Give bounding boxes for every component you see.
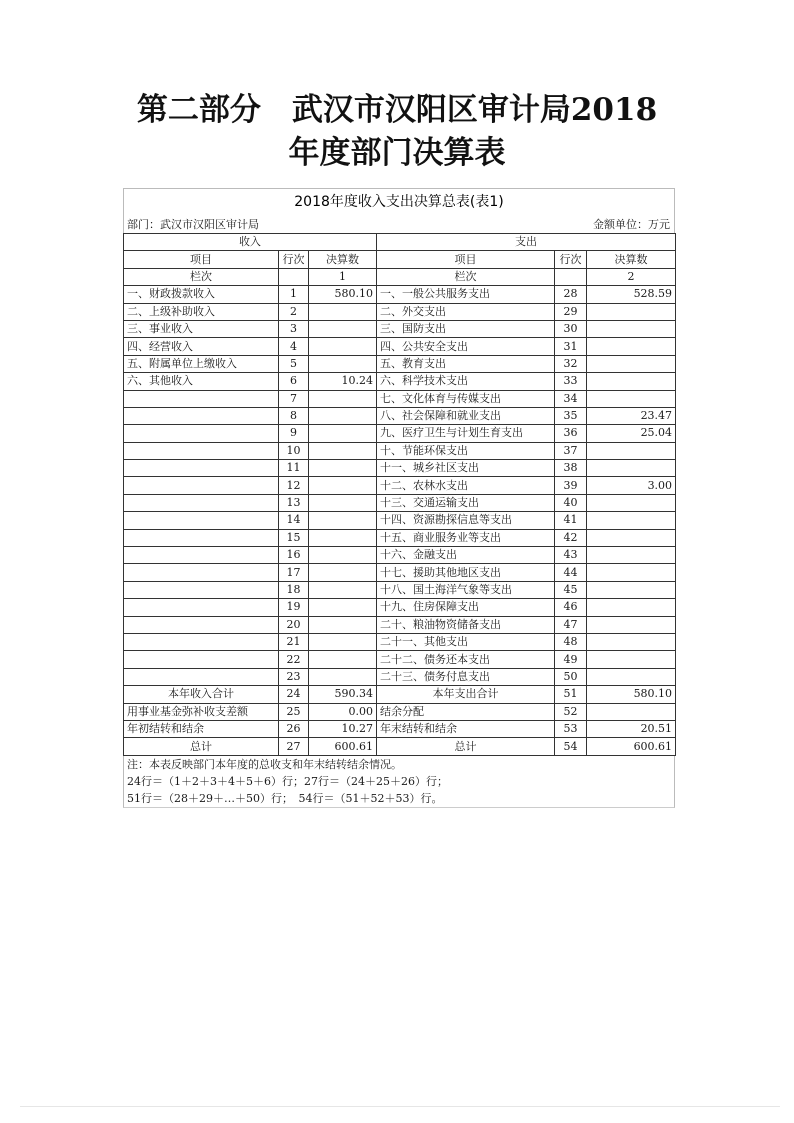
expense-amount-cell (587, 616, 676, 633)
department-label: 部门：武汉市汉阳区审计局 (127, 218, 259, 231)
expense-amount-header: 决算数 (587, 251, 676, 268)
expense-item-cell: 二、外交支出 (377, 303, 555, 320)
section-header-row (124, 234, 676, 251)
income-index-label: 栏次 (124, 268, 279, 285)
expense-line-cell: 51 (555, 686, 587, 703)
expense-line-cell: 49 (555, 651, 587, 668)
income-amount-cell (309, 320, 377, 337)
income-amount-cell (309, 390, 377, 407)
income-amount-cell: 590.34 (309, 686, 377, 703)
expense-line-cell: 30 (555, 320, 587, 337)
income-line-cell: 15 (279, 529, 309, 546)
income-line-cell: 5 (279, 355, 309, 372)
expense-item-cell: 本年支出合计 (377, 686, 555, 703)
table-row (124, 599, 676, 616)
expense-line-cell: 39 (555, 477, 587, 494)
column-index-row (124, 268, 676, 285)
income-item-cell: 用事业基金弥补收支差额 (124, 703, 279, 720)
income-amount-cell (309, 425, 377, 442)
income-line-cell: 11 (279, 460, 309, 477)
income-item-cell (124, 651, 279, 668)
expense-amount-cell (587, 703, 676, 720)
income-amount-cell (309, 581, 377, 598)
income-item-cell (124, 425, 279, 442)
expense-item-cell: 结余分配 (377, 703, 555, 720)
expense-line-cell: 50 (555, 668, 587, 685)
expense-index-value: 2 (587, 268, 676, 285)
income-item-cell (124, 581, 279, 598)
notes-block (123, 756, 675, 808)
table-row (124, 390, 676, 407)
income-line-cell: 21 (279, 633, 309, 650)
income-amount-cell (309, 668, 377, 685)
income-line-cell: 23 (279, 668, 309, 685)
table-row (124, 355, 676, 372)
table-row (124, 651, 676, 668)
table-row (124, 303, 676, 320)
income-line-cell: 1 (279, 286, 309, 303)
income-amount-cell (309, 477, 377, 494)
expense-amount-cell (587, 633, 676, 650)
income-line-cell: 6 (279, 373, 309, 390)
income-line-cell: 8 (279, 407, 309, 424)
table-row (124, 425, 676, 442)
income-amount-cell (309, 303, 377, 320)
income-item-cell (124, 633, 279, 650)
table-row (124, 633, 676, 650)
expense-line-cell: 28 (555, 286, 587, 303)
income-item-cell (124, 529, 279, 546)
table-row (124, 407, 676, 424)
expense-line-cell: 41 (555, 512, 587, 529)
income-amount-cell (309, 651, 377, 668)
expense-line-cell: 48 (555, 633, 587, 650)
expense-item-cell: 十六、金融支出 (377, 547, 555, 564)
expense-amount-cell: 25.04 (587, 425, 676, 442)
income-line-cell: 3 (279, 320, 309, 337)
expense-amount-cell (587, 668, 676, 685)
expense-line-cell: 40 (555, 494, 587, 511)
income-item-cell (124, 407, 279, 424)
expense-line-cell: 37 (555, 442, 587, 459)
income-item-cell (124, 564, 279, 581)
expense-line-cell: 53 (555, 720, 587, 737)
income-item-cell (124, 547, 279, 564)
income-item-cell: 六、其他收入 (124, 373, 279, 390)
expense-item-header: 项目 (377, 251, 555, 268)
income-amount-cell (309, 512, 377, 529)
expense-item-cell: 三、国防支出 (377, 320, 555, 337)
expense-item-cell: 九、医疗卫生与计划生育支出 (377, 425, 555, 442)
income-line-cell: 27 (279, 738, 309, 755)
income-amount-cell (309, 442, 377, 459)
income-amount-cell: 0.00 (309, 703, 377, 720)
expense-amount-cell (587, 355, 676, 372)
expense-index-blank (555, 268, 587, 285)
income-line-header: 行次 (279, 251, 309, 268)
income-line-cell: 13 (279, 494, 309, 511)
income-line-cell: 10 (279, 442, 309, 459)
expense-amount-cell: 528.59 (587, 286, 676, 303)
expense-line-cell: 47 (555, 616, 587, 633)
expense-item-cell: 十三、交通运输支出 (377, 494, 555, 511)
expense-line-cell: 43 (555, 547, 587, 564)
income-item-cell (124, 616, 279, 633)
table-row (124, 616, 676, 633)
income-line-cell: 9 (279, 425, 309, 442)
income-line-cell: 16 (279, 547, 309, 564)
expense-amount-cell (587, 373, 676, 390)
table-row (124, 720, 676, 737)
column-header-row (124, 251, 676, 268)
expense-index-label: 栏次 (377, 268, 555, 285)
note-line: 注：本表反映部门本年度的总收支和年末结转结余情况。 (127, 757, 402, 771)
income-item-cell: 二、上级补助收入 (124, 303, 279, 320)
income-item-cell: 本年收入合计 (124, 686, 279, 703)
income-item-cell (124, 442, 279, 459)
income-line-cell: 25 (279, 703, 309, 720)
expense-amount-cell (587, 303, 676, 320)
income-index-value: 1 (309, 268, 377, 285)
expense-line-cell: 46 (555, 599, 587, 616)
income-amount-cell: 580.10 (309, 286, 377, 303)
expense-amount-cell: 600.61 (587, 738, 676, 755)
table-row (124, 494, 676, 511)
budget-sheet (123, 188, 675, 808)
income-item-cell (124, 477, 279, 494)
income-amount-cell (309, 355, 377, 372)
table-row (124, 442, 676, 459)
expense-amount-cell (587, 512, 676, 529)
expense-item-cell: 一、一般公共服务支出 (377, 286, 555, 303)
table-row (124, 286, 676, 303)
income-item-cell (124, 668, 279, 685)
income-line-cell: 18 (279, 581, 309, 598)
expense-item-cell: 总计 (377, 738, 555, 755)
income-amount-cell (309, 460, 377, 477)
expense-item-cell: 二十二、债务还本支出 (377, 651, 555, 668)
income-item-cell (124, 512, 279, 529)
expense-item-cell: 年末结转和结余 (377, 720, 555, 737)
income-index-blank (279, 268, 309, 285)
table-title: 2018年度收入支出决算总表(表1) (123, 188, 675, 216)
table-row (124, 738, 676, 755)
expense-amount-cell (587, 442, 676, 459)
table-row (124, 529, 676, 546)
income-item-cell (124, 599, 279, 616)
income-amount-cell: 600.61 (309, 738, 377, 755)
table-row (124, 320, 676, 337)
expense-line-cell: 45 (555, 581, 587, 598)
table-row (124, 373, 676, 390)
income-line-cell: 22 (279, 651, 309, 668)
income-item-cell: 五、附属单位上缴收入 (124, 355, 279, 372)
expense-section-header: 支出 (377, 234, 676, 251)
expense-amount-cell (587, 599, 676, 616)
income-item-header: 项目 (124, 251, 279, 268)
income-item-cell (124, 390, 279, 407)
income-item-cell (124, 460, 279, 477)
income-amount-cell (309, 616, 377, 633)
expense-amount-cell: 3.00 (587, 477, 676, 494)
expense-item-cell: 二十、粮油物资储备支出 (377, 616, 555, 633)
income-amount-header: 决算数 (309, 251, 377, 268)
income-item-cell: 总计 (124, 738, 279, 755)
expense-item-cell: 六、科学技术支出 (377, 373, 555, 390)
table-row (124, 581, 676, 598)
expense-amount-cell (587, 320, 676, 337)
income-amount-cell (309, 529, 377, 546)
income-line-cell: 14 (279, 512, 309, 529)
income-item-cell (124, 494, 279, 511)
table-row (124, 564, 676, 581)
page-title-line-2: 年度部门决算表 (288, 135, 506, 171)
expense-line-cell: 34 (555, 390, 587, 407)
income-amount-cell (309, 407, 377, 424)
expense-line-cell: 35 (555, 407, 587, 424)
table-row (124, 547, 676, 564)
expense-line-cell: 38 (555, 460, 587, 477)
expense-amount-cell (587, 651, 676, 668)
note-line: 51行＝（28＋29＋…＋50）行； 54行＝（51＋52＋53）行。 (127, 791, 443, 805)
expense-amount-cell: 20.51 (587, 720, 676, 737)
income-line-cell: 20 (279, 616, 309, 633)
income-line-cell: 4 (279, 338, 309, 355)
income-amount-cell (309, 494, 377, 511)
expense-amount-cell: 580.10 (587, 686, 676, 703)
income-line-cell: 19 (279, 599, 309, 616)
table-row (124, 686, 676, 703)
expense-item-cell: 五、教育支出 (377, 355, 555, 372)
expense-amount-cell (587, 390, 676, 407)
income-line-cell: 17 (279, 564, 309, 581)
income-item-cell: 一、财政拨款收入 (124, 286, 279, 303)
expense-amount-cell (587, 494, 676, 511)
income-item-cell: 年初结转和结余 (124, 720, 279, 737)
expense-line-cell: 31 (555, 338, 587, 355)
table-row (124, 460, 676, 477)
expense-item-cell: 十四、资源勘探信息等支出 (377, 512, 555, 529)
expense-item-cell: 十八、国土海洋气象等支出 (377, 581, 555, 598)
note-line: 24行＝（1＋2＋3＋4＋5＋6）行；27行＝（24＋25＋26）行； (127, 774, 448, 788)
expense-item-cell: 十五、商业服务业等支出 (377, 529, 555, 546)
income-line-cell: 2 (279, 303, 309, 320)
meta-row (123, 216, 675, 233)
page-bottom-rule (20, 1106, 780, 1107)
table-row (124, 477, 676, 494)
income-expense-table (123, 233, 676, 756)
expense-amount-cell: 23.47 (587, 407, 676, 424)
table-row (124, 338, 676, 355)
expense-item-cell: 八、社会保障和就业支出 (377, 407, 555, 424)
income-amount-cell: 10.24 (309, 373, 377, 390)
income-item-cell: 三、事业收入 (124, 320, 279, 337)
expense-line-cell: 36 (555, 425, 587, 442)
expense-amount-cell (587, 529, 676, 546)
expense-line-cell: 52 (555, 703, 587, 720)
income-amount-cell: 10.27 (309, 720, 377, 737)
expense-item-cell: 十二、农林水支出 (377, 477, 555, 494)
income-section-header: 收入 (124, 234, 377, 251)
income-amount-cell (309, 599, 377, 616)
income-line-cell: 26 (279, 720, 309, 737)
page-title-line-1: 第二部分 武汉市汉阳区审计局2018 (136, 92, 658, 128)
expense-amount-cell (587, 581, 676, 598)
expense-amount-cell (587, 547, 676, 564)
income-line-cell: 24 (279, 686, 309, 703)
expense-item-cell: 四、公共安全支出 (377, 338, 555, 355)
expense-amount-cell (587, 564, 676, 581)
expense-line-cell: 44 (555, 564, 587, 581)
expense-item-cell: 二十一、其他支出 (377, 633, 555, 650)
expense-line-cell: 32 (555, 355, 587, 372)
expense-amount-cell (587, 460, 676, 477)
expense-item-cell: 十、节能环保支出 (377, 442, 555, 459)
expense-line-cell: 29 (555, 303, 587, 320)
expense-item-cell: 十七、援助其他地区支出 (377, 564, 555, 581)
expense-item-cell: 二十三、债务付息支出 (377, 668, 555, 685)
table-row (124, 512, 676, 529)
table-row (124, 668, 676, 685)
income-line-cell: 7 (279, 390, 309, 407)
expense-item-cell: 十九、住房保障支出 (377, 599, 555, 616)
expense-item-cell: 十一、城乡社区支出 (377, 460, 555, 477)
expense-amount-cell (587, 338, 676, 355)
expense-line-cell: 33 (555, 373, 587, 390)
income-item-cell: 四、经营收入 (124, 338, 279, 355)
income-amount-cell (309, 547, 377, 564)
income-amount-cell (309, 564, 377, 581)
table-row (124, 703, 676, 720)
expense-line-header: 行次 (555, 251, 587, 268)
income-amount-cell (309, 338, 377, 355)
income-amount-cell (309, 633, 377, 650)
income-line-cell: 12 (279, 477, 309, 494)
expense-line-cell: 54 (555, 738, 587, 755)
expense-item-cell: 七、文化体育与传媒支出 (377, 390, 555, 407)
unit-label: 金额单位：万元 (593, 218, 670, 231)
expense-line-cell: 42 (555, 529, 587, 546)
